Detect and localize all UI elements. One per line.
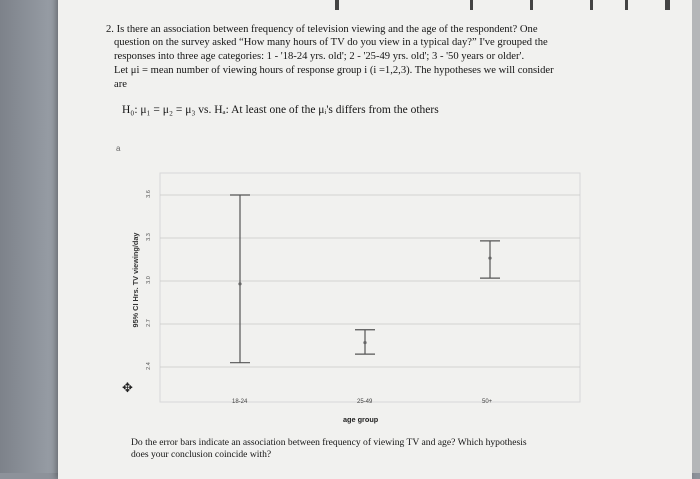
mean-point — [363, 341, 366, 344]
question-line-2: question on the survey asked “How many hours of TV do you view in a typical day?” I've grouped the — [114, 37, 548, 48]
part-letter: a — [116, 144, 121, 153]
x-tick-label: 18-24 — [232, 399, 248, 405]
error-bar-25-49 — [355, 330, 375, 354]
plot-frame — [160, 173, 580, 402]
error-bars — [230, 195, 500, 363]
mean-point — [488, 256, 491, 259]
hypotheses: H₀: μ₁ = μ₂ = μ₃ vs. Hₐ: At least one of the μᵢ's differs from the others — [122, 104, 439, 116]
y-tick-label: 3.3 — [145, 233, 152, 241]
question-line-3: responses into three age categories: 1 - '18-24 yrs. old'; 2 - '25-49 yrs. old'; 3 - '50 years or older'. — [114, 51, 525, 62]
y-tick-label: 3.0 — [145, 276, 152, 284]
x-axis-label: age group — [343, 415, 379, 424]
x-tick-label: 50+ — [482, 399, 493, 405]
gridlines — [160, 173, 580, 402]
error-bar-18-24 — [230, 195, 250, 363]
y-tick-label: 2.7 — [145, 319, 152, 327]
y-tick-label: 3.6 — [145, 190, 152, 198]
error-bar-50+ — [480, 241, 500, 278]
followup-line-2: does your conclusion coincide with? — [131, 449, 272, 460]
mean-point — [238, 282, 241, 285]
y-axis-label: 95% CI Hrs. TV viewing/day — [131, 232, 140, 328]
y-tick-label: 2.4 — [145, 362, 152, 370]
question-line-5: are — [114, 79, 127, 90]
question-line-1: 2. Is there an association between frequency of television viewing and the age of the respondent? One — [106, 24, 538, 35]
move-handle-icon[interactable]: ✥ — [122, 380, 133, 395]
followup-line-1: Do the error bars indicate an association between frequency of viewing TV and age? Which hypothesis — [131, 437, 527, 448]
question-line-4: Let μi = mean number of viewing hours of response group i (i =1,2,3). The hypotheses we will consider — [114, 65, 554, 76]
x-tick-label: 25-49 — [357, 399, 373, 405]
